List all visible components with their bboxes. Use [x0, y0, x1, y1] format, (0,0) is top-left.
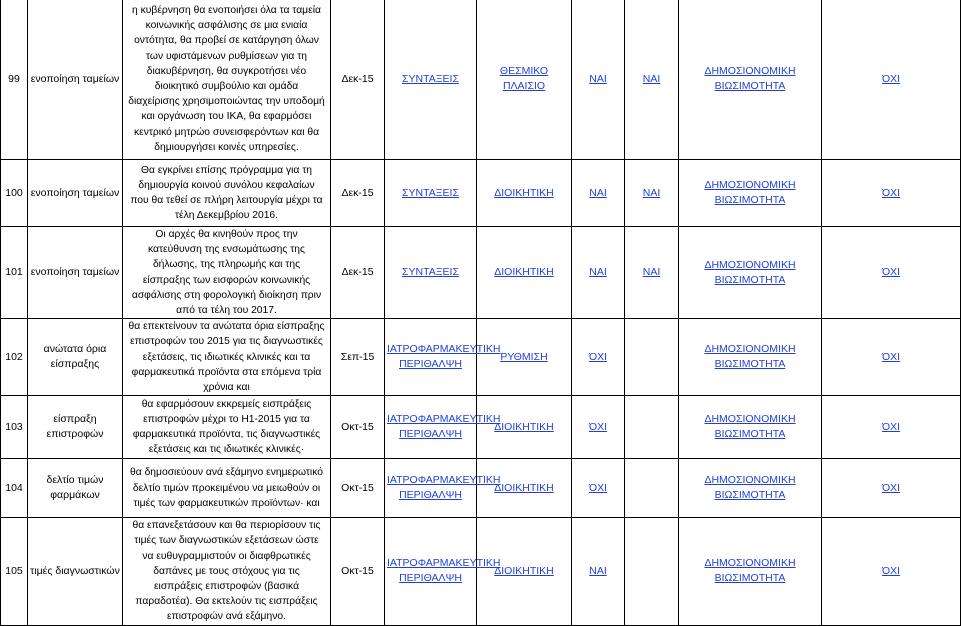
- row-number: 102: [1, 319, 28, 396]
- row-number: 104: [1, 459, 28, 518]
- table-row: [1, 459, 961, 518]
- type-cell[interactable]: ΔΙΟΙΚΗΤΙΚΗ: [477, 396, 572, 459]
- sustainability-cell[interactable]: ΔΗΜΟΣΙΟΝΟΜΙΚΗ ΒΙΩΣΙΜΟΤΗΤΑ: [679, 396, 822, 459]
- type-cell[interactable]: ΔΙΟΙΚΗΤΙΚΗ: [477, 160, 572, 227]
- date-cell: Οκτ-15: [331, 396, 385, 459]
- flag-cell[interactable]: ΌΧΙ: [572, 319, 625, 396]
- table-row: [1, 227, 961, 319]
- row-number: 105: [1, 518, 28, 625]
- date-cell: Οκτ-15: [331, 459, 385, 518]
- date-cell: Σεπ-15: [331, 319, 385, 396]
- flag-cell-2[interactable]: [625, 396, 679, 459]
- flag-cell[interactable]: ΝΑΙ: [572, 227, 625, 319]
- area-cell[interactable]: ΙΑΤΡΟΦΑΡΜΑΚΕΥΤΙΚΗ ΠΕΡΙΘΑΛΨΗ: [385, 459, 477, 518]
- table-row: [1, 160, 961, 227]
- flag-cell-2[interactable]: [625, 518, 679, 625]
- date-cell: Δεκ-15: [331, 227, 385, 319]
- last-flag-cell[interactable]: ΌΧΙ: [822, 227, 961, 319]
- table-row: [1, 319, 961, 396]
- type-cell[interactable]: ΡΥΘΜΙΣΗ: [477, 319, 572, 396]
- category-cell: είσπραξη επιστροφών: [28, 396, 123, 459]
- table-row: [1, 518, 961, 625]
- flag-cell-2[interactable]: [625, 319, 679, 396]
- description-cell: θα εφαρμόσουν εκκρεμείς εισπράξεις επιστροφών μέχρι το Η1-2015 για τα φαρμακευτικά προϊόντα, τις διαγνωστικές εξετάσεις και τις ιδιωτικές κλινικές·: [123, 396, 331, 459]
- category-cell: ανώτατα όρια είσπραξης: [28, 319, 123, 396]
- sustainability-cell[interactable]: ΔΗΜΟΣΙΟΝΟΜΙΚΗ ΒΙΩΣΙΜΟΤΗΤΑ: [679, 518, 822, 625]
- area-cell[interactable]: ΙΑΤΡΟΦΑΡΜΑΚΕΥΤΙΚΗ ΠΕΡΙΘΑΛΨΗ: [385, 518, 477, 625]
- sustainability-cell[interactable]: ΔΗΜΟΣΙΟΝΟΜΙΚΗ ΒΙΩΣΙΜΟΤΗΤΑ: [679, 459, 822, 518]
- table-row: [1, 0, 961, 160]
- description-cell: Θα εγκρίνει επίσης πρόγραμμα για τη δημιουργία κοινού συνόλου κεφαλαίων που θα τεθεί σε πλήρη λειτουργία μέχρι τα τέλη Δεκεμβρίου 2016.: [123, 160, 331, 227]
- row-number: 101: [1, 227, 28, 319]
- last-flag-cell[interactable]: ΌΧΙ: [822, 518, 961, 625]
- type-cell[interactable]: ΔΙΟΙΚΗΤΙΚΗ: [477, 518, 572, 625]
- flag-cell-2[interactable]: [625, 459, 679, 518]
- row-number: 99: [1, 0, 28, 160]
- sustainability-cell[interactable]: ΔΗΜΟΣΙΟΝΟΜΙΚΗ ΒΙΩΣΙΜΟΤΗΤΑ: [679, 0, 822, 160]
- type-cell[interactable]: ΘΕΣΜΙΚΟ ΠΛΑΙΣΙΟ: [477, 0, 572, 160]
- flag-cell[interactable]: ΝΑΙ: [572, 0, 625, 160]
- area-cell[interactable]: ΣΥΝΤΑΞΕΙΣ: [385, 0, 477, 160]
- row-number: 100: [1, 160, 28, 227]
- flag-cell[interactable]: ΝΑΙ: [572, 518, 625, 625]
- sustainability-cell[interactable]: ΔΗΜΟΣΙΟΝΟΜΙΚΗ ΒΙΩΣΙΜΟΤΗΤΑ: [679, 319, 822, 396]
- type-cell[interactable]: ΔΙΟΙΚΗΤΙΚΗ: [477, 227, 572, 319]
- description-cell: θα επεκτείνουν τα ανώτατα όρια είσπραξης επιστροφών του 2015 για τις διαγνωστικές εξετάσεις, τις ιδιωτικές κλινικές και τα φαρμακευτικά προϊόντα στα επόμενα τρία χρόνια και: [123, 319, 331, 396]
- type-cell[interactable]: ΔΙΟΙΚΗΤΙΚΗ: [477, 459, 572, 518]
- description-cell: η κυβέρνηση θα ενοποιήσει όλα τα ταμεία κοινωνικής ασφάλισης σε μια ενιαία οντότητα, θα προβεί σε κατάργηση όλων των υφιστάμενων ρυθμίσεων για τη διακυβέρνηση, θα συγκροτήσει νέο διοικητικό συμβούλιο και ομάδα διαχείρισης χρησιμοποιώντας την υποδομή και οργάνωση του ΙΚΑ, θα εφαρμόσει κεντρικό μητρώο συνεισφερόντων και θα δημιουργήσει κοινές υπηρεσίες.: [123, 0, 331, 160]
- area-cell[interactable]: ΣΥΝΤΑΞΕΙΣ: [385, 160, 477, 227]
- last-flag-cell[interactable]: ΌΧΙ: [822, 0, 961, 160]
- date-cell: Δεκ-15: [331, 160, 385, 227]
- last-flag-cell[interactable]: ΌΧΙ: [822, 396, 961, 459]
- flag-cell-2[interactable]: ΝΑΙ: [625, 0, 679, 160]
- row-number: 103: [1, 396, 28, 459]
- sustainability-cell[interactable]: ΔΗΜΟΣΙΟΝΟΜΙΚΗ ΒΙΩΣΙΜΟΤΗΤΑ: [679, 160, 822, 227]
- table-row: [1, 396, 961, 459]
- last-flag-cell[interactable]: ΌΧΙ: [822, 459, 961, 518]
- category-cell: δελτίο τιμών φαρμάκων: [28, 459, 123, 518]
- description-cell: θα δημοσιεύουν ανά εξάμηνο ενημερωτικό δελτίο τιμών προκειμένου να μειωθούν οι τιμές των φαρμακευτικών προϊόντων· και: [123, 459, 331, 518]
- date-cell: Δεκ-15: [331, 0, 385, 160]
- area-cell[interactable]: ΙΑΤΡΟΦΑΡΜΑΚΕΥΤΙΚΗ ΠΕΡΙΘΑΛΨΗ: [385, 319, 477, 396]
- last-flag-cell[interactable]: ΌΧΙ: [822, 160, 961, 227]
- sustainability-cell[interactable]: ΔΗΜΟΣΙΟΝΟΜΙΚΗ ΒΙΩΣΙΜΟΤΗΤΑ: [679, 227, 822, 319]
- description-cell: Οι αρχές θα κινηθούν προς την κατεύθυνση της ενσωμάτωσης της δήλωσης, της πληρωμής και της είσπραξης των εισφορών κοινωνικής ασφάλισης στη φορολογική διοίκηση πριν από τα τέλη του 2017.: [123, 227, 331, 319]
- flag-cell[interactable]: ΝΑΙ: [572, 160, 625, 227]
- category-cell: ενοποίηση ταμείων: [28, 0, 123, 160]
- flag-cell-2[interactable]: ΝΑΙ: [625, 160, 679, 227]
- area-cell[interactable]: ΙΑΤΡΟΦΑΡΜΑΚΕΥΤΙΚΗ ΠΕΡΙΘΑΛΨΗ: [385, 396, 477, 459]
- area-cell[interactable]: ΣΥΝΤΑΞΕΙΣ: [385, 227, 477, 319]
- flag-cell[interactable]: ΌΧΙ: [572, 459, 625, 518]
- category-cell: τιμές διαγνωστικών: [28, 518, 123, 625]
- last-flag-cell[interactable]: ΌΧΙ: [822, 319, 961, 396]
- flag-cell[interactable]: ΌΧΙ: [572, 396, 625, 459]
- date-cell: Οκτ-15: [331, 518, 385, 625]
- category-cell: ενοποίηση ταμείων: [28, 227, 123, 319]
- flag-cell-2[interactable]: ΝΑΙ: [625, 227, 679, 319]
- category-cell: ενοποίηση ταμείων: [28, 160, 123, 227]
- description-cell: θα επανεξετάσουν και θα περιορίσουν τις τιμές των διαγνωστικών εξετάσεων ώστε να ευθυγραμμιστούν οι διαφθρωτικές δαπάνες με τους στόχους για τις εισπράξεις επιστροφών (βασικά παραδοτέα). Θα εκτελούν τις εισπράξεις επιστροφών ανά εξάμηνο.: [123, 518, 331, 625]
